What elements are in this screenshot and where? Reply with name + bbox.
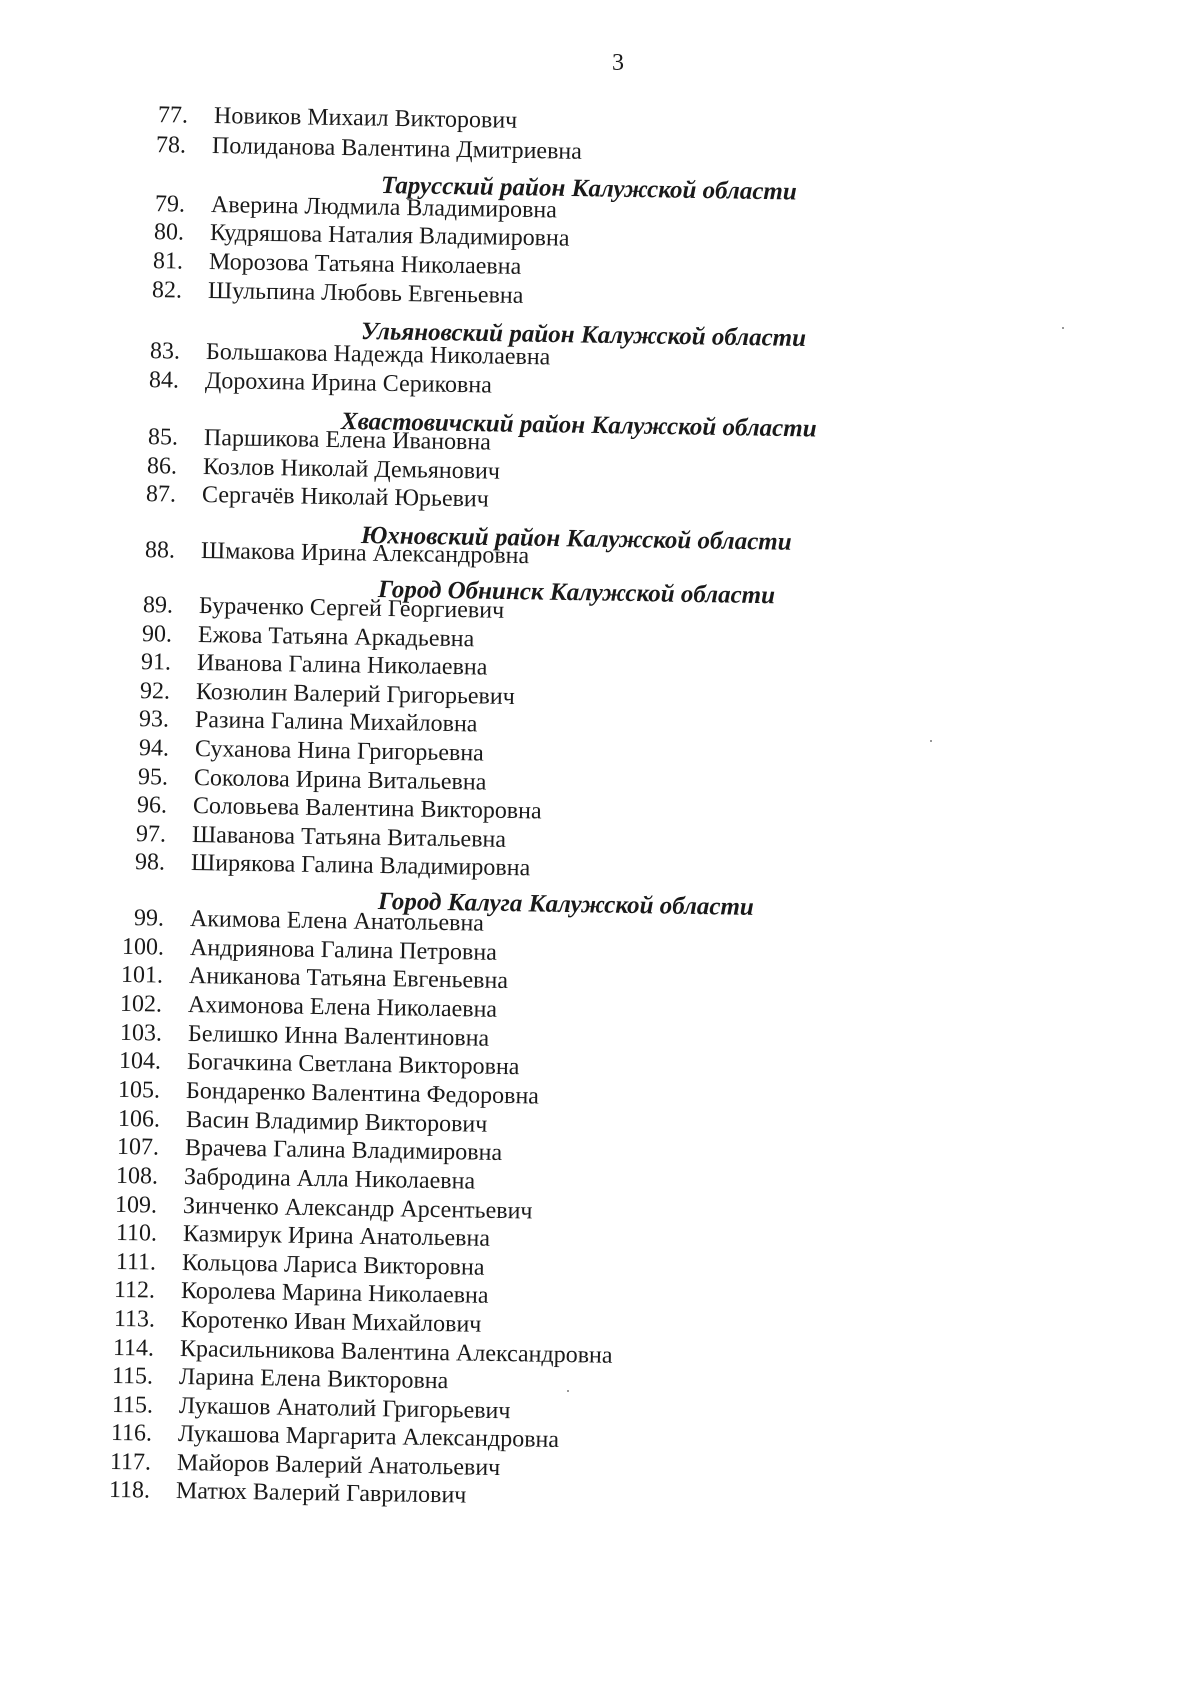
person-name: Полиданова Валентина Дмитриевна [211, 133, 583, 165]
person-name: Лукашов Анатолий Григорьевич [178, 1393, 511, 1425]
item-number: 97. [135, 821, 167, 848]
person-name: Шмакова Ирина Александровна [200, 538, 530, 570]
person-name: Лукашова Маргарита Александровна [177, 1421, 560, 1453]
item-number: 81. [152, 248, 184, 275]
item-number: 105. [117, 1076, 161, 1104]
person-name: Соколова Ирина Витальевна [193, 765, 487, 796]
person-name: Шульпина Любовь Евгеньевна [207, 278, 524, 309]
item-number: 106. [117, 1105, 161, 1133]
person-name: Козлов Николай Демьянович [202, 454, 501, 485]
person-name: Врачева Галина Владимировна [184, 1135, 503, 1166]
item-number: 86. [146, 453, 178, 480]
person-name: Забродина Алла Николаевна [183, 1164, 476, 1195]
person-name: Шаванова Татьяна Витальевна [191, 822, 507, 853]
person-name: Бондаренко Валентина Федоровна [185, 1078, 540, 1110]
section-heading: Юхновский район Калужской области [360, 522, 792, 556]
item-number: 90. [141, 621, 173, 648]
scan-speck [1062, 327, 1064, 329]
person-name: Разина Галина Михайловна [194, 707, 478, 738]
item-number: 110. [115, 1219, 158, 1247]
item-number: 109. [114, 1191, 158, 1219]
person-name: Андриянова Галина Петровна [189, 935, 498, 966]
person-name: Аниканова Татьяна Евгеньевна [188, 963, 509, 995]
item-number: 83. [149, 338, 181, 365]
item-number: 100. [121, 933, 165, 961]
page-number: 3 [612, 50, 624, 76]
section-heading: Хвастовичский район Калужской области [340, 408, 817, 443]
item-number: 115. [111, 1362, 154, 1390]
item-number: 107. [116, 1133, 160, 1161]
item-number: 99. [133, 905, 165, 932]
person-name: Королева Марина Николаевна [180, 1278, 489, 1309]
person-name: Зинченко Александр Арсентьевич [182, 1193, 533, 1225]
scan-speck [567, 1390, 569, 1392]
item-number: 117. [109, 1448, 152, 1476]
person-name: Новиков Михаил Викторович [213, 103, 518, 134]
person-name: Кудряшова Наталия Владимировна [209, 220, 570, 252]
item-number: 91. [140, 649, 172, 676]
person-name: Красильникова Валентина Александровна [179, 1336, 613, 1369]
item-number: 87. [145, 481, 177, 508]
item-number: 113. [113, 1305, 156, 1333]
item-number: 85. [147, 424, 179, 451]
person-name: Васин Владимир Викторович [185, 1107, 488, 1138]
person-name: Иванова Галина Николаевна [196, 650, 488, 681]
item-number: 79. [154, 191, 186, 218]
item-number: 114. [112, 1334, 155, 1362]
person-name: Казмирук Ирина Анатольевна [182, 1221, 491, 1252]
person-name: Богачкина Светлана Викторовна [186, 1049, 520, 1081]
item-number: 108. [115, 1162, 159, 1190]
person-name: Соловьева Валентина Викторовна [192, 793, 542, 825]
item-number: 78. [155, 132, 187, 159]
item-number: 98. [134, 849, 166, 876]
item-number: 96. [136, 792, 168, 819]
section-heading: Город Обнинск Калужской области [377, 576, 776, 610]
person-name: Козюлин Валерий Григорьевич [195, 679, 515, 711]
person-name: Суханова Нина Григорьевна [194, 736, 485, 767]
person-name: Ахимонова Елена Николаевна [187, 992, 498, 1023]
person-name: Сергачёв Николай Юрьевич [201, 482, 490, 513]
item-number: 80. [153, 219, 185, 246]
person-name: Ежова Татьяна Аркадьевна [197, 622, 475, 653]
item-number: 84. [148, 367, 180, 394]
item-number: 101. [120, 961, 164, 989]
item-number: 82. [151, 277, 183, 304]
person-name: Паршикова Елена Ивановна [203, 425, 492, 456]
scan-speck [930, 740, 932, 742]
item-number: 112. [113, 1276, 156, 1304]
person-name: Ширякова Галина Владимировна [190, 850, 531, 882]
section-heading: Тарусский район Калужской области [380, 172, 797, 206]
item-number: 88. [144, 537, 176, 564]
item-number: 93. [138, 706, 170, 733]
item-number: 95. [137, 764, 169, 791]
person-name: Белишко Инна Валентиновна [187, 1021, 490, 1052]
item-number: 94. [138, 735, 170, 762]
item-number: 118. [108, 1476, 151, 1504]
item-number: 102. [119, 990, 163, 1018]
person-name: Матюх Валерий Гаврилович [175, 1478, 467, 1509]
item-number: 116. [110, 1419, 153, 1447]
item-number: 104. [118, 1047, 162, 1075]
item-number: 89. [142, 592, 174, 619]
item-number: 103. [119, 1019, 163, 1047]
person-name: Бураченко Сергей Георгиевич [198, 593, 505, 624]
person-name: Большакова Надежда Николаевна [205, 339, 551, 371]
section-heading: Город Калуга Калужской области [377, 888, 755, 921]
person-name: Ларина Елена Викторовна [178, 1364, 449, 1395]
item-number: 92. [139, 678, 171, 705]
person-name: Кольцова Лариса Викторовна [181, 1250, 485, 1281]
person-name: Майоров Валерий Анатольевич [176, 1450, 501, 1482]
person-name: Дорохина Ирина Сериковна [204, 368, 493, 399]
person-name: Коротенко Иван Михайлович [180, 1307, 482, 1338]
item-number: 77. [157, 102, 189, 129]
item-number: 115. [111, 1391, 154, 1419]
person-name: Акимова Елена Анатольевна [189, 906, 485, 937]
person-name: Аверина Людмила Владимировна [210, 192, 558, 224]
person-name: Морозова Татьяна Николаевна [208, 249, 522, 280]
item-number: 111. [115, 1248, 157, 1276]
section-heading: Ульяновский район Калужской области [360, 318, 807, 352]
